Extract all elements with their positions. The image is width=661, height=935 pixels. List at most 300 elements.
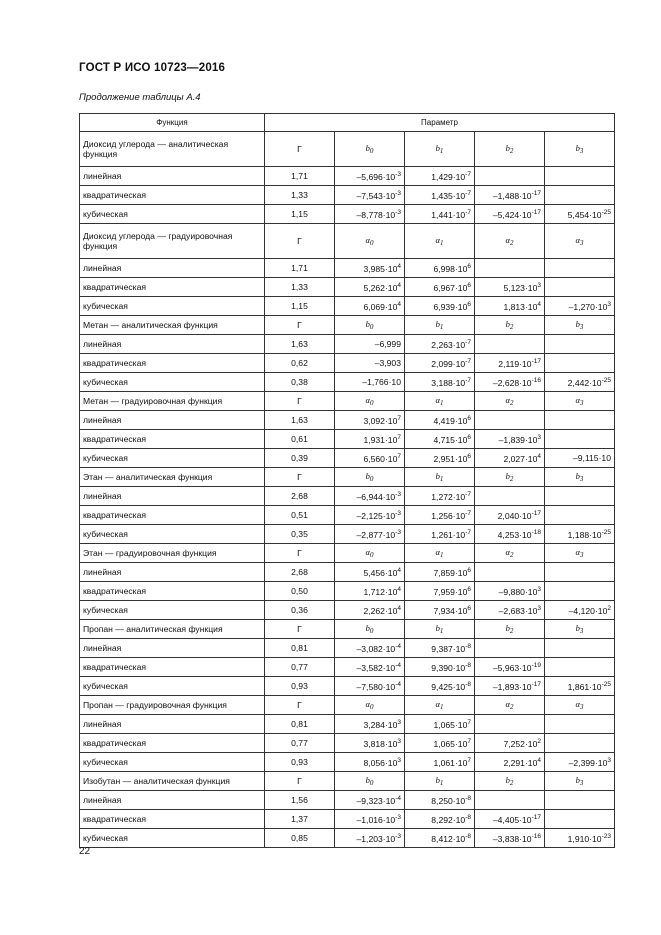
gamma-symbol: Г [265, 696, 335, 715]
coefficient-cell [475, 167, 545, 186]
coefficient-cell [335, 297, 405, 316]
table-row [80, 734, 615, 753]
coefficient-mantissa: 7,859·10 [433, 567, 468, 578]
coefficient-mantissa: –2,125·10 [356, 510, 396, 521]
coefficient-cell [335, 658, 405, 677]
coefficient-cell [335, 354, 405, 373]
coefficient-cell [475, 658, 545, 677]
coefficient-cell [335, 506, 405, 525]
parameter-symbol [405, 544, 475, 563]
coefficient-exponent: -18 [531, 528, 541, 536]
coefficient-exponent: -7 [465, 170, 471, 178]
gamma-value: 1,15 [265, 297, 335, 316]
coefficient-cell [545, 506, 615, 525]
parameter-symbol [335, 544, 405, 563]
parameter-letter: α [435, 235, 440, 245]
parameter-symbol [405, 468, 475, 487]
parameter-symbol [335, 468, 405, 487]
table-body [80, 132, 615, 848]
parameter-index: 3 [579, 779, 584, 787]
coefficient-cell [335, 411, 405, 430]
coefficient-mantissa: 1,435·10 [431, 190, 466, 201]
parameter-index: 3 [580, 239, 584, 247]
parameter-letter: b [505, 471, 510, 481]
gamma-value: 1,33 [265, 278, 335, 297]
coefficient-cell [545, 582, 615, 601]
coefficient-cell [405, 525, 475, 544]
function-type-label: кубическая [80, 297, 265, 316]
coefficient-exponent: 3 [537, 604, 541, 612]
coefficient-mantissa: 3,092·10 [363, 415, 398, 426]
coefficient-mantissa: 7,252·10 [503, 738, 538, 749]
coefficient-mantissa: 1,272·10 [431, 491, 466, 502]
coefficient-exponent: -17 [531, 357, 541, 365]
function-group-title: Метан — градуировочная функция [80, 392, 265, 411]
coefficient-cell [405, 278, 475, 297]
gamma-symbol: Г [265, 544, 335, 563]
coefficient-cell [335, 335, 405, 354]
coefficient-exponent: 4 [397, 566, 401, 574]
coefficient-cell [335, 373, 405, 392]
gamma-value: 0,93 [265, 677, 335, 696]
coefficient-exponent: 2 [537, 737, 541, 745]
table-row [80, 715, 615, 734]
coefficient-cell [405, 411, 475, 430]
coefficient-cell [475, 753, 545, 772]
parameter-symbol [405, 696, 475, 715]
function-type-label: квадратическая [80, 278, 265, 297]
parameter-index: 0 [369, 627, 374, 635]
parameters-table [79, 113, 615, 848]
coefficient-mantissa: 3,188·10 [431, 377, 466, 388]
coefficient-cell [405, 753, 475, 772]
parameter-symbol [405, 392, 475, 411]
coefficient-exponent: 6 [467, 585, 471, 593]
table-row [80, 582, 615, 601]
coefficient-exponent: -3 [395, 832, 401, 840]
parameter-letter: b [575, 143, 580, 153]
coefficient-exponent: -17 [531, 680, 541, 688]
document-title: ГОСТ Р ИСО 10723—2016 [79, 62, 226, 74]
parameter-index: 0 [369, 147, 374, 155]
coefficient-cell [405, 829, 475, 848]
coefficient-mantissa: –3,903 [374, 358, 401, 368]
coefficient-cell [545, 205, 615, 224]
parameter-letter: b [435, 471, 440, 481]
function-type-label: квадратическая [80, 810, 265, 829]
parameter-letter: b [505, 143, 510, 153]
coefficient-cell [335, 810, 405, 829]
parameter-letter: b [435, 319, 440, 329]
coefficient-exponent: -8 [465, 794, 471, 802]
parameter-letter: b [505, 319, 510, 329]
coefficient-cell [475, 582, 545, 601]
coefficient-exponent: -25 [601, 528, 611, 536]
coefficient-cell [335, 791, 405, 810]
coefficient-mantissa: 1,429·10 [431, 171, 466, 182]
parameter-letter: b [365, 775, 370, 785]
coefficient-mantissa: 2,263·10 [431, 339, 466, 350]
coefficient-exponent: -16 [531, 376, 541, 384]
coefficient-cell [335, 829, 405, 848]
parameter-symbol [335, 696, 405, 715]
coefficient-exponent: -8 [465, 832, 471, 840]
parameter-letter: b [365, 471, 370, 481]
table-row [80, 601, 615, 620]
function-type-label: квадратическая [80, 734, 265, 753]
parameter-symbol [545, 316, 615, 335]
coefficient-mantissa: 9,387·10 [431, 643, 466, 654]
table-row [80, 506, 615, 525]
coefficient-exponent: 3 [397, 756, 401, 764]
gamma-value: 0,51 [265, 506, 335, 525]
parameter-index: 0 [370, 551, 374, 559]
parameter-symbol [545, 544, 615, 563]
coefficient-cell [545, 373, 615, 392]
coefficient-cell [335, 753, 405, 772]
parameter-index: 2 [509, 627, 514, 635]
coefficient-exponent: 3 [537, 281, 541, 289]
coefficient-mantissa: –1,270·10 [568, 301, 608, 312]
coefficient-cell [475, 715, 545, 734]
parameter-letter: α [365, 699, 370, 709]
coefficient-cell [545, 525, 615, 544]
parameter-symbol [475, 468, 545, 487]
function-type-label: линейная [80, 791, 265, 810]
coefficient-exponent: -8 [465, 661, 471, 669]
coefficient-mantissa: 4,715·10 [433, 434, 468, 445]
gamma-symbol: Г [265, 468, 335, 487]
table-row [80, 753, 615, 772]
parameter-letter: b [365, 319, 370, 329]
coefficient-exponent: -25 [601, 376, 611, 384]
coefficient-cell [545, 259, 615, 278]
parameter-index: 0 [370, 703, 374, 711]
function-group-header-row [80, 224, 615, 259]
function-type-label: линейная [80, 167, 265, 186]
coefficient-exponent: 3 [607, 756, 611, 764]
parameter-symbol [475, 392, 545, 411]
coefficient-cell [475, 354, 545, 373]
coefficient-exponent: 2 [607, 604, 611, 612]
function-type-label: кубическая [80, 677, 265, 696]
parameter-symbol [335, 392, 405, 411]
table-row [80, 297, 615, 316]
parameter-letter: b [575, 623, 580, 633]
function-type-label: линейная [80, 563, 265, 582]
coefficient-cell [545, 449, 615, 468]
coefficient-mantissa: 8,292·10 [431, 814, 466, 825]
parameter-index: 1 [440, 551, 444, 559]
coefficient-cell [405, 354, 475, 373]
parameter-index: 1 [439, 147, 444, 155]
parameter-letter: b [575, 775, 580, 785]
gamma-symbol: Г [265, 224, 335, 259]
gamma-value: 0,77 [265, 734, 335, 753]
coefficient-cell [475, 810, 545, 829]
coefficient-mantissa: 2,442·10 [567, 377, 602, 388]
coefficient-cell [475, 449, 545, 468]
parameter-index: 1 [440, 703, 444, 711]
coefficient-mantissa: –2,399·10 [568, 757, 608, 768]
coefficient-cell [335, 525, 405, 544]
table-row [80, 829, 615, 848]
parameter-index: 3 [579, 627, 584, 635]
coefficient-cell [545, 753, 615, 772]
coefficient-cell [405, 449, 475, 468]
parameter-letter: α [365, 395, 370, 405]
table-header-row [80, 114, 615, 132]
coefficient-cell [335, 259, 405, 278]
coefficient-cell [475, 335, 545, 354]
parameter-letter: α [575, 547, 580, 557]
coefficient-mantissa: –5,696·10 [356, 171, 396, 182]
coefficient-mantissa: 6,939·10 [433, 301, 468, 312]
parameter-index: 0 [369, 475, 374, 483]
parameter-letter: α [575, 395, 580, 405]
coefficient-cell [335, 601, 405, 620]
coefficient-mantissa: 1,813·10 [503, 301, 538, 312]
coefficient-cell [405, 297, 475, 316]
parameter-index: 1 [439, 323, 444, 331]
parameter-index: 1 [440, 239, 444, 247]
table-row [80, 335, 615, 354]
parameter-symbol [545, 224, 615, 259]
table-row [80, 639, 615, 658]
coefficient-exponent: 3 [397, 718, 401, 726]
function-group-title: Метан — аналитическая функция [80, 316, 265, 335]
parameter-symbol [405, 132, 475, 167]
coefficient-mantissa: 2,951·10 [433, 453, 468, 464]
coefficient-exponent: 7 [397, 414, 401, 422]
coefficient-exponent: 4 [397, 604, 401, 612]
coefficient-cell [475, 186, 545, 205]
coefficient-mantissa: 3,985·10 [363, 263, 398, 274]
coefficient-exponent: -3 [395, 528, 401, 536]
gamma-symbol: Г [265, 392, 335, 411]
coefficient-exponent: 6 [467, 433, 471, 441]
coefficient-mantissa: 1,441·10 [431, 209, 466, 220]
gamma-value: 1,63 [265, 411, 335, 430]
coefficient-exponent: -7 [465, 528, 471, 536]
gamma-value: 1,71 [265, 167, 335, 186]
parameter-symbol [335, 316, 405, 335]
coefficient-cell [545, 791, 615, 810]
coefficient-cell [545, 411, 615, 430]
gamma-value: 1,37 [265, 810, 335, 829]
function-group-title: Этан — аналитическая функция [80, 468, 265, 487]
table-row [80, 259, 615, 278]
coefficient-cell [405, 639, 475, 658]
parameter-symbol [475, 772, 545, 791]
coefficient-exponent: -17 [531, 813, 541, 821]
function-type-label: линейная [80, 411, 265, 430]
coefficient-mantissa: 4,419·10 [433, 415, 468, 426]
gamma-value: 1,56 [265, 791, 335, 810]
function-type-label: кубическая [80, 753, 265, 772]
coefficient-exponent: -7 [465, 189, 471, 197]
parameter-letter: α [435, 395, 440, 405]
table-row [80, 373, 615, 392]
gamma-value: 0,93 [265, 753, 335, 772]
function-type-label: линейная [80, 259, 265, 278]
coefficient-mantissa: –1,488·10 [492, 190, 532, 201]
coefficient-cell [475, 278, 545, 297]
coefficient-mantissa: –1,016·10 [356, 814, 396, 825]
function-group-header-row [80, 544, 615, 563]
coefficient-cell [335, 278, 405, 297]
coefficient-cell [545, 658, 615, 677]
coefficient-exponent: 6 [467, 604, 471, 612]
coefficient-cell [335, 715, 405, 734]
coefficient-mantissa: –5,424·10 [492, 209, 532, 220]
parameter-index: 3 [580, 551, 584, 559]
coefficient-exponent: -7 [465, 376, 471, 384]
function-group-header-row [80, 696, 615, 715]
coefficient-mantissa: –9,880·10 [498, 586, 538, 597]
coefficient-exponent: 3 [397, 737, 401, 745]
coefficient-mantissa: –2,628·10 [492, 377, 532, 388]
parameter-letter: b [575, 471, 580, 481]
gamma-value: 2,68 [265, 487, 335, 506]
coefficient-mantissa: –4,405·10 [492, 814, 532, 825]
coefficient-mantissa: –9,323·10 [356, 795, 396, 806]
parameter-index: 3 [580, 399, 584, 407]
function-group-title: Пропан — аналитическая функция [80, 620, 265, 639]
gamma-value: 0,50 [265, 582, 335, 601]
coefficient-cell [545, 810, 615, 829]
coefficient-exponent: 6 [467, 281, 471, 289]
coefficient-mantissa: 6,998·10 [433, 263, 468, 274]
function-group-header-row [80, 772, 615, 791]
coefficient-exponent: 4 [537, 300, 541, 308]
gamma-value: 1,71 [265, 259, 335, 278]
parameter-index: 2 [510, 399, 514, 407]
parameter-symbol [335, 772, 405, 791]
parameter-letter: b [505, 623, 510, 633]
parameter-letter: α [505, 235, 510, 245]
coefficient-mantissa: 2,027·10 [503, 453, 538, 464]
function-group-header-row [80, 392, 615, 411]
parameter-symbol [545, 468, 615, 487]
coefficient-mantissa: –6,944·10 [356, 491, 396, 502]
coefficient-cell [405, 677, 475, 696]
gamma-value: 0,36 [265, 601, 335, 620]
coefficient-cell [475, 373, 545, 392]
coefficient-cell [475, 734, 545, 753]
coefficient-cell [405, 715, 475, 734]
parameter-index: 1 [439, 627, 444, 635]
coefficient-mantissa: 1,188·10 [567, 529, 602, 540]
coefficient-cell [335, 487, 405, 506]
parameter-symbol [405, 620, 475, 639]
parameter-letter: b [435, 623, 440, 633]
coefficient-cell [405, 335, 475, 354]
coefficient-exponent: 6 [467, 452, 471, 460]
coefficient-cell [545, 829, 615, 848]
coefficient-cell [475, 677, 545, 696]
function-type-label: квадратическая [80, 430, 265, 449]
coefficient-cell [405, 259, 475, 278]
parameter-symbol [405, 772, 475, 791]
parameter-index: 2 [510, 239, 514, 247]
parameter-letter: α [505, 699, 510, 709]
parameter-index: 0 [369, 779, 374, 787]
coefficient-cell [405, 658, 475, 677]
gamma-value: 0,81 [265, 639, 335, 658]
coefficient-mantissa: 1,065·10 [433, 719, 468, 730]
coefficient-cell [335, 167, 405, 186]
function-group-title: Этан — градуировочная функция [80, 544, 265, 563]
coefficient-exponent: -3 [395, 170, 401, 178]
function-type-label: линейная [80, 639, 265, 658]
coefficient-exponent: 6 [467, 414, 471, 422]
coefficient-exponent: 4 [397, 262, 401, 270]
coefficient-cell [545, 186, 615, 205]
parameter-index: 2 [509, 475, 514, 483]
page-number: 22 [79, 846, 91, 857]
parameter-index: 3 [580, 703, 584, 711]
gamma-value: 0,38 [265, 373, 335, 392]
parameter-index: 3 [579, 323, 584, 331]
parameter-symbol [405, 224, 475, 259]
coefficient-exponent: 7 [467, 737, 471, 745]
function-type-label: квадратическая [80, 506, 265, 525]
coefficient-exponent: -17 [531, 189, 541, 197]
coefficient-mantissa: –1,839·10 [498, 434, 538, 445]
coefficient-mantissa: 2,119·10 [498, 358, 532, 369]
parameter-letter: b [435, 143, 440, 153]
function-type-label: кубическая [80, 525, 265, 544]
coefficient-exponent: -17 [531, 509, 541, 517]
coefficient-mantissa: 5,454·10 [567, 209, 602, 220]
coefficient-cell [405, 373, 475, 392]
coefficient-exponent: -16 [531, 832, 541, 840]
coefficient-cell [475, 525, 545, 544]
coefficient-exponent: -4 [395, 680, 401, 688]
function-type-label: квадратическая [80, 582, 265, 601]
coefficient-mantissa: –2,683·10 [498, 605, 538, 616]
parameter-index: 2 [509, 779, 514, 787]
coefficient-cell [405, 205, 475, 224]
coefficient-exponent: -7 [465, 490, 471, 498]
coefficient-mantissa: –9,115·10 [572, 453, 611, 463]
coefficient-mantissa: 8,412·10 [431, 833, 466, 844]
column-header-parameter: Параметр [265, 114, 615, 132]
coefficient-cell [335, 186, 405, 205]
coefficient-exponent: -4 [395, 794, 401, 802]
coefficient-cell [475, 563, 545, 582]
coefficient-cell [335, 677, 405, 696]
coefficient-mantissa: 2,040·10 [497, 510, 532, 521]
table-row [80, 658, 615, 677]
coefficient-mantissa: –7,543·10 [356, 190, 396, 201]
function-type-label: линейная [80, 487, 265, 506]
gamma-symbol: Г [265, 772, 335, 791]
coefficient-mantissa: 8,056·10 [363, 757, 398, 768]
coefficient-cell [475, 411, 545, 430]
coefficient-mantissa: 3,284·10 [363, 719, 398, 730]
coefficient-mantissa: 3,818·10 [363, 738, 398, 749]
function-type-label: кубическая [80, 373, 265, 392]
coefficient-mantissa: 9,390·10 [431, 662, 466, 673]
parameter-letter: α [435, 547, 440, 557]
coefficient-cell [545, 715, 615, 734]
coefficient-mantissa: 1,065·10 [433, 738, 468, 749]
coefficient-exponent: 6 [467, 300, 471, 308]
function-group-header-row [80, 316, 615, 335]
parameter-letter: b [365, 143, 370, 153]
